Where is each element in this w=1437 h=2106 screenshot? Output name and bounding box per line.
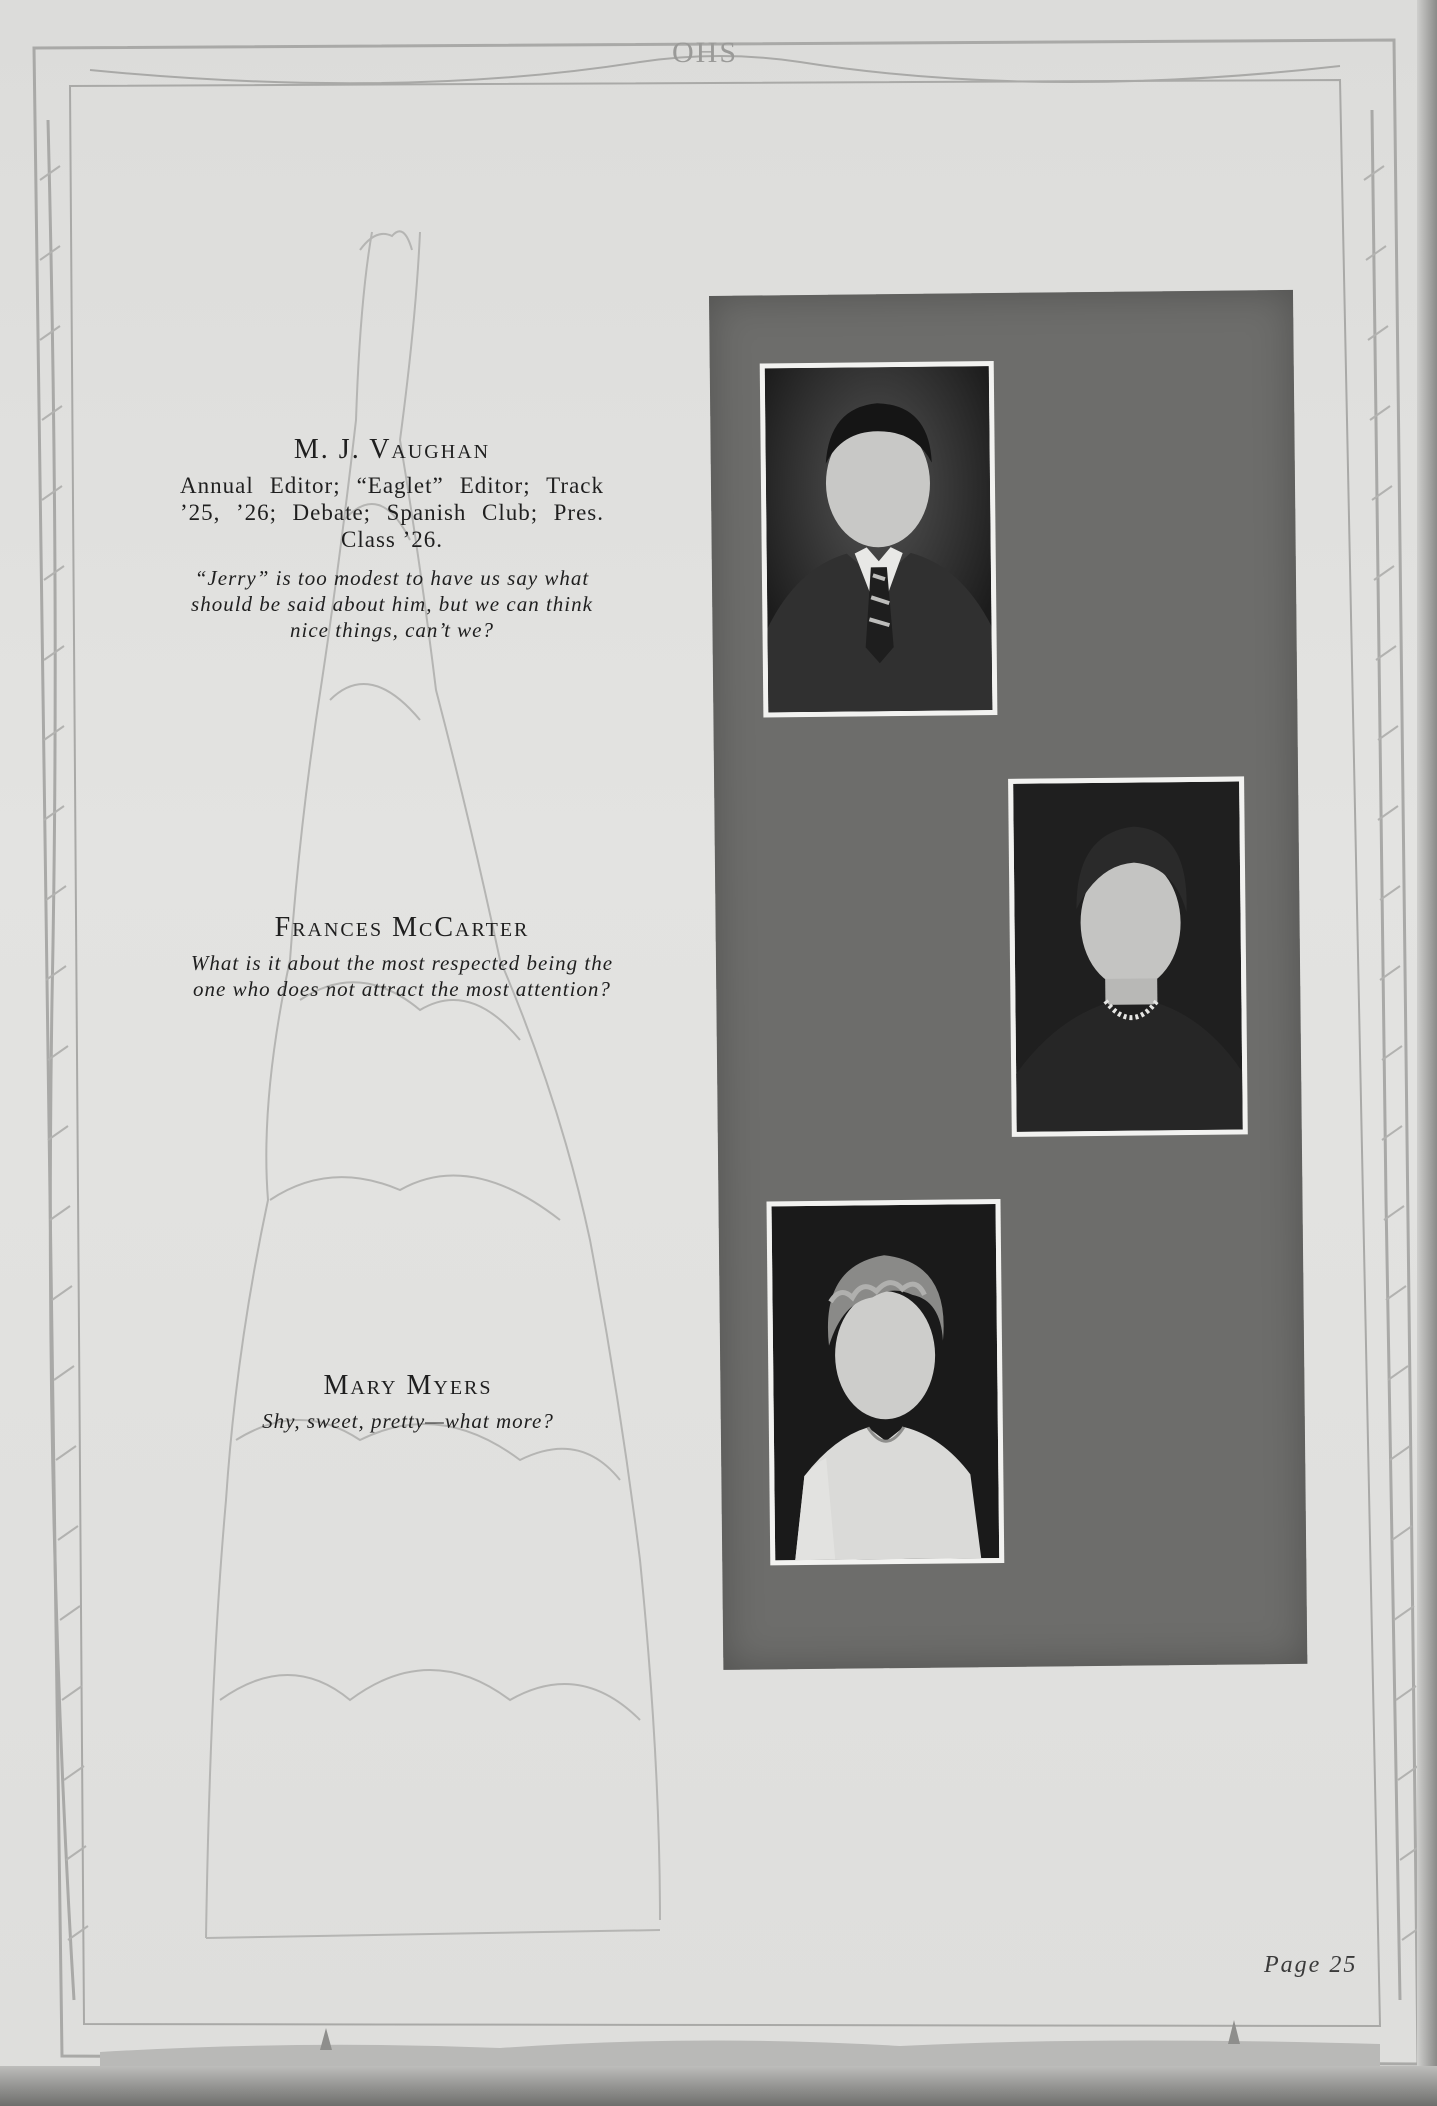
student-name: M. J. Vaughan — [293, 434, 491, 465]
book-edge-shadow — [1417, 0, 1437, 2106]
portrait-photo-mccarter — [1008, 776, 1248, 1136]
student-name: Mary Myers — [323, 1370, 493, 1401]
school-monogram: OHS — [672, 36, 739, 69]
student-quote: What is it about the most respected being the one who does not attract the most attention? — [190, 951, 614, 1001]
student-activities: Annual Editor; “Eaglet” Editor; Track ’25, ’26; Debate; Spanish Club; Pres. Class ’26. — [180, 473, 604, 552]
student-quote: “Jerry” is too modest to have us say what should be said about him, but we can think nice things, can’t we? — [191, 566, 593, 642]
senior-entry-mccarter — [190, 912, 614, 1002]
portrait-photo-myers — [766, 1199, 1004, 1565]
page-number: Page 25 — [1264, 1952, 1358, 1978]
senior-entry-vaughan — [180, 434, 604, 643]
bottom-landscape-strip — [100, 2020, 1380, 2072]
senior-entry-myers — [196, 1370, 620, 1434]
student-name: Frances McCarter — [274, 912, 530, 943]
student-quote: Shy, sweet, pretty—what more? — [262, 1409, 554, 1433]
book-bottom-shadow — [0, 2066, 1437, 2106]
photo-panel — [709, 290, 1307, 1670]
portrait-photo-vaughan — [760, 361, 998, 717]
